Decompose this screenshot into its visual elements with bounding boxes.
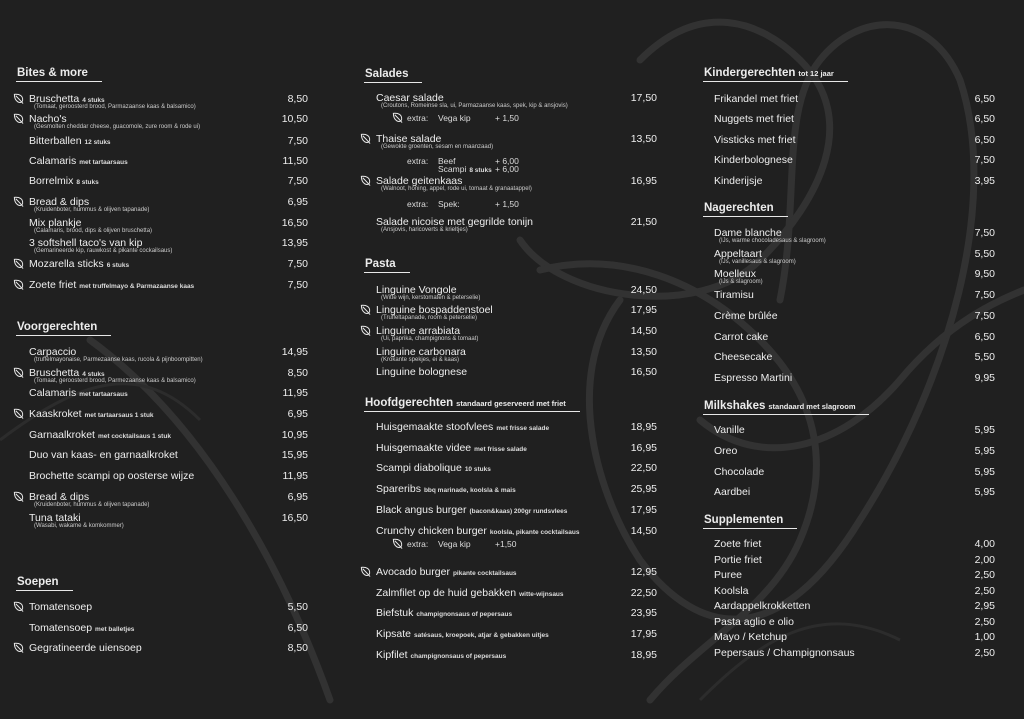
extra-price: + 1,50 [495,113,519,123]
menu-item [29,449,178,461]
menu-item [376,587,564,601]
menu-item-price: 13,50 [630,133,657,145]
menu-item-price: 5,50 [287,601,308,613]
menu-item-name: Salade nicoise met gegrilde tonijn [376,216,534,228]
menu-item-price: 6,95 [287,491,308,503]
menu-item-name: Huisgemaakte stoofvlees [376,421,494,433]
menu-item-name: Kipsate [376,628,412,640]
menu-item-price: 2,00 [974,554,995,566]
menu-item-note: met cocktailsaus 1 stuk [97,433,171,440]
menu-item-price: 8,50 [287,367,308,379]
menu-item-note: 6 stuks [106,262,130,269]
menu-item-price: 9,95 [974,372,995,384]
vegetarian-leaf-icon [360,325,371,336]
menu-item-name: Vissticks met friet [714,134,796,146]
menu-item-description: (IJs & slagroom) [719,279,763,285]
menu-item [714,424,745,436]
menu-item [29,622,134,636]
menu-item-price: 7,50 [287,279,308,291]
menu-item-name: Scampi diabolique [376,462,462,474]
menu-item-note: 8 stuks [76,179,99,186]
menu-item-price: 18,95 [630,421,657,433]
menu-item-price: 11,50 [282,155,308,167]
menu-item [29,279,194,293]
extra-label: extra: [407,199,429,209]
menu-item-name: Zalmfilet op de huid gebakken [376,587,517,599]
menu-item-name: Dame blanche [714,227,782,239]
menu-item [714,93,798,105]
section-header-soepen [16,576,73,591]
menu-item-note: 12 stuks [84,139,111,146]
menu-item-price: 2,50 [974,647,995,659]
menu-item-name: Tomatensoep [29,622,93,634]
menu-item-price: 2,50 [974,585,995,597]
menu-item-note: (bacon&kaas) 200gr rundsvlees [469,508,568,515]
menu-item-name: 3 softshell taco's van kip [29,237,143,249]
menu-item-description: (Truffeltapanade, room & peterselie) [381,315,478,321]
vegetarian-leaf-icon [13,367,24,378]
menu-item [376,421,549,435]
menu-item-price: 17,95 [630,628,657,640]
menu-item [714,569,742,581]
menu-item-description: (Walnoot, honing, appel, rode ui, tomaat & granaatappel) [381,186,532,192]
menu-item-description: (Krokante spekjes, ei & kaas) [381,357,460,363]
menu-item-price: 15,95 [281,449,308,461]
menu-item-name: Koolsla [714,585,749,597]
menu-item [376,483,516,497]
menu-item-note: bbq marinade, koolsla & mais [423,487,516,494]
menu-item-name: Black angus burger [376,504,467,516]
section-header-salades [364,68,422,83]
menu-item-price: 7,50 [287,258,308,270]
menu-item [29,155,128,169]
menu-item-price: 12,95 [630,566,657,578]
menu-item-price: 6,50 [974,113,995,125]
extra-price: + 1,50 [495,199,519,209]
menu-item-name: Puree [714,569,743,581]
vegetarian-leaf-icon [360,133,371,144]
section-header-nagerechten [703,202,788,217]
menu-item [29,470,194,482]
section-title: Voorgerechten [17,321,98,333]
menu-item-name: Portie friet [714,554,762,566]
menu-item-price: 6,50 [974,134,995,146]
menu-item-name: Bruschetta [29,367,80,379]
section-title: Salades [365,68,409,80]
menu-item-name: Caesar salade [376,92,444,104]
section-title: Supplementen [704,514,784,526]
menu-item-price: 8,50 [287,93,308,105]
vegetarian-leaf-icon [392,538,403,549]
menu-item-description: (Croutons, Romeinse sla, ui, Parmazaanse kaas, spek, kip & ansjovis) [381,103,568,109]
menu-item-name: Nuggets met friet [714,113,794,125]
menu-item-name: Mayo / Ketchup [714,631,787,643]
menu-item-name: Thaise salade [376,133,442,145]
vegetarian-leaf-icon [13,113,24,124]
menu-item-name: Pepersaus / Champignonsaus [714,647,855,659]
menu-item-price: 17,50 [630,92,657,104]
menu-item-name: Calamaris [29,387,77,399]
menu-item-name: Espresso Martini [714,372,793,384]
menu-item-name: Linguine Vongole [376,284,457,296]
menu-item-note: met balletjes [95,626,135,633]
menu-item-price: 25,95 [630,483,657,495]
vegetarian-leaf-icon [13,279,24,290]
menu-item [714,600,810,612]
menu-item-price: 14,95 [281,346,308,358]
extra-option: Beef [438,156,456,166]
extra-price: + 6,00 [495,156,519,166]
menu-item [714,175,762,187]
menu-item [714,331,768,343]
menu-item-name: Garnaalkroket [29,429,95,441]
menu-item-name: Mozarella sticks [29,258,104,270]
menu-item-price: 6,95 [287,408,308,420]
vegetarian-leaf-icon [13,491,24,502]
menu-item-price: 4,00 [974,538,995,550]
menu-item [714,631,787,643]
menu-item-price: 22,50 [630,587,657,599]
menu-item-price: 7,50 [974,310,995,322]
menu-item-name: Gegratineerde uiensoep [29,642,142,654]
menu-item-name: Appeltaart [714,248,762,260]
menu-item-name: Carrot cake [714,331,769,343]
menu-item-description: (Kruidenboter, hummus & olijven tapanade) [34,207,150,213]
menu-item-name: Vanille [714,424,745,436]
menu-item-name: Mix plankje [29,217,82,229]
menu-item-name: Frikandel met friet [714,93,799,105]
menu-item-name: Kipfilet [376,649,408,661]
menu-item-description: (truffelmayonaise, Parmezaanse kaas, rucola & pijnboompitten) [34,357,203,363]
menu-item [714,310,778,322]
menu-item [376,649,506,663]
menu-item-price: 1,00 [974,631,995,643]
menu-item-price: 16,95 [630,442,657,454]
menu-item-name: Kaaskroket [29,408,82,420]
menu-item-name: Crunchy chicken burger [376,525,487,537]
menu-item [29,175,99,189]
menu-item-price: 5,95 [974,486,995,498]
menu-item-name: Bitterballen [29,135,82,147]
menu-item-price: 2,95 [974,600,995,612]
menu-item-price: 16,50 [630,366,657,378]
menu-item [714,647,855,659]
extra-option: Spek: [438,199,460,209]
extra-label: extra: [407,156,429,166]
menu-item-price: 14,50 [630,525,657,537]
menu-item-name: Nacho's [29,113,67,125]
menu-item [29,601,92,613]
extra-label: extra: [407,539,429,549]
menu-item-price: 5,50 [974,351,995,363]
menu-item-name: Duo van kaas- en garnaalkroket [29,449,178,461]
menu-item-price: 23,95 [630,607,657,619]
menu-item [714,351,772,363]
menu-item [714,585,748,597]
menu-item-note: 4 stuks [82,97,105,104]
menu-item-price: 5,95 [974,424,995,436]
section-header-milkshakes [703,400,869,415]
menu-item-description: (Witte wijn, kerstomaten & peterselie) [381,295,481,301]
menu-item-description: (Ansjovis, haricoverts & krieltjes) [381,227,468,233]
section-header-supplementen [703,514,797,529]
section-header-pasta [364,258,410,273]
menu-item [376,628,549,642]
menu-item-name: Zoete friet [714,538,762,550]
menu-item [714,113,794,125]
menu-item-name: Linguine bospaddenstoel [376,304,493,316]
section-subtitle: tot 12 jaar [798,69,834,78]
section-subtitle: standaard geserveerd met friet [456,399,566,408]
menu-item-description: (Wasabi, wakame & komkommer) [34,523,124,529]
menu-item-price: 16,95 [630,175,657,187]
menu-item-name: Bread & dips [29,491,90,503]
menu-item-name: Salade geitenkaas [376,175,463,187]
menu-item-note: witte-wijnsaus [519,591,564,598]
menu-item-note: met tartaarsaus 1 stuk [84,412,154,419]
menu-item-name: Moelleux [714,268,757,280]
menu-item-price: 24,50 [630,284,657,296]
menu-item-description: (Kruidenboter, hummus & olijven tapanade) [34,502,150,508]
menu-item-price: 11,95 [282,387,308,399]
menu-item [714,616,794,628]
menu-item [376,525,580,539]
menu-item-name: Kinderbolognese [714,154,793,166]
menu-item-name: Bread & dips [29,196,90,208]
extra-option: Vega kip [438,113,471,123]
section-header-kindergerechten [703,67,848,82]
menu-item-price: 6,50 [974,93,995,105]
menu-item [29,408,154,422]
menu-item-name: Tuna tataki [29,512,81,524]
menu-item-name: Biefstuk [376,607,414,619]
menu-item-description: (IJs, warme chocoladesaus & slagroom) [719,238,826,244]
section-title: Hoofdgerechten [365,397,454,409]
menu-item-price: 18,95 [630,649,657,661]
menu-item-name: Carpaccio [29,346,77,358]
menu-item-price: 2,50 [974,569,995,581]
section-title: Pasta [365,258,396,270]
extra-option: Vega kip [438,539,471,549]
vegetarian-leaf-icon [13,601,24,612]
menu-item [376,442,527,456]
menu-item-price: 6,50 [287,622,308,634]
menu-item-description: (Gesmolten cheddar cheese, guacomole, zure room & rode ui) [34,124,201,130]
vegetarian-leaf-icon [360,175,371,186]
menu-item-name: Pasta aglio e olio [714,616,794,628]
menu-item-name: Aardbei [714,486,751,498]
section-header-bites-more [16,67,102,82]
menu-item-description: (Gemarineerde kip, rauwkost & pikante cockailsaus) [34,248,173,254]
menu-item-price: 16,50 [281,217,308,229]
extra-label: extra: [407,113,429,123]
menu-item [714,134,796,146]
menu-item-note: met tartaarsaus [79,391,128,398]
menu-item-price: 5,95 [974,466,995,478]
menu-item-price: 13,50 [630,346,657,358]
menu-item-price: 3,95 [974,175,995,187]
section-subtitle: standaard met slagroom [768,402,856,411]
menu-item-note: met truffelmayo & Parmazaanse kaas [79,283,195,290]
section-title: Bites & more [17,67,88,79]
menu-item [714,372,792,384]
menu-item-name: Spareribs [376,483,421,495]
menu-item [714,486,750,498]
vegetarian-leaf-icon [13,642,24,653]
menu-item-price: 7,50 [287,175,308,187]
section-title: Milkshakes [704,400,766,412]
vegetarian-leaf-icon [360,304,371,315]
menu-item-price: 7,50 [974,289,995,301]
menu-item-name: Cheesecake [714,351,773,363]
menu-item [376,504,567,518]
menu-item-price: 14,50 [630,325,657,337]
menu-item-price: 6,50 [974,331,995,343]
extra-option: Scampi 8 stuks [438,164,492,174]
menu-item-note: pikante cocktailsaus [452,570,517,577]
menu-item-name: Oreo [714,445,738,457]
menu-item-price: 17,95 [630,304,657,316]
menu-item-name: Tiramisu [714,289,754,301]
menu-item [714,445,737,457]
menu-item [29,135,111,149]
menu-item-price: 7,50 [287,135,308,147]
menu-item-price: 9,50 [974,268,995,280]
vegetarian-leaf-icon [13,408,24,419]
menu-item-description: (Tomaat, geroosterd brood, Parmezaanse kaas & balsamico) [34,378,196,384]
vegetarian-leaf-icon [13,196,24,207]
menu-item-price: 13,95 [281,237,308,249]
menu-item-price: 10,50 [281,113,308,125]
menu-item-note: champignonsaus of pepersaus [416,611,513,618]
menu-item-name: Borrelmix [29,175,74,187]
menu-item-name: Zoete friet [29,279,77,291]
menu-item [714,289,754,301]
menu-item-note: 10 stuks [464,466,491,473]
menu-item [714,554,762,566]
menu-item-name: Linguine arrabiata [376,325,461,337]
vegetarian-leaf-icon [392,112,403,123]
menu-item [29,642,142,654]
menu-item-note: met tartaarsaus [79,159,128,166]
menu-item [714,466,764,478]
menu-item-name: Kinderijsje [714,175,763,187]
menu-item-price: 5,95 [974,445,995,457]
menu-item-note: satésaus, kroepoek, atjar & gebakken uitjes [414,632,549,639]
vegetarian-leaf-icon [13,258,24,269]
menu-item-price: 7,50 [974,227,995,239]
extra-price: + 6,00 [495,164,519,174]
menu-item-name: Brochette scampi op oosterse wijze [29,470,195,482]
section-header-hoofdgerechten [364,397,580,412]
section-title: Kindergerechten [704,67,796,79]
extra-price: +1,50 [495,539,517,549]
menu-item [376,462,491,476]
menu-item [29,429,171,443]
menu-item-price: 10,95 [281,429,308,441]
menu-item [376,366,467,378]
menu-item-price: 2,50 [974,616,995,628]
menu-item-name: Linguine carbonara [376,346,466,358]
menu-item-name: Tomatensoep [29,601,93,613]
menu-item-description: (IJs, vanillesaus & slagroom) [719,259,796,265]
section-title: Nagerechten [704,202,774,214]
menu-item-name: Huisgemaakte videe [376,442,472,454]
menu-item-price: 7,50 [974,154,995,166]
menu-item-description: (Ui, paprika, champignons & tomaat) [381,336,479,342]
menu-item-price: 8,50 [287,642,308,654]
menu-item-note: koolsla, pikante cocktailsaus [489,529,580,536]
menu-item [29,387,128,401]
menu-item [714,154,793,166]
menu-item [376,607,512,621]
section-title: Soepen [17,576,59,588]
menu-item-description: (Calamaris, brood, dips & olijven bruschetta) [34,228,153,234]
menu-item-price: 16,50 [281,512,308,524]
menu-item-price: 22,50 [630,462,657,474]
menu-item-name: Chocolade [714,466,765,478]
section-header-voorgerechten [16,321,111,336]
menu-item-name: Bruschetta [29,93,80,105]
menu-item-price: 6,95 [287,196,308,208]
menu-item-note: met frisse salade [474,446,527,453]
menu-item-name: Crème brûlée [714,310,778,322]
extra-note: 8 stuks [469,167,492,174]
menu-item-note: 4 stuks [82,371,105,378]
menu-item-price: 21,50 [630,216,657,228]
vegetarian-leaf-icon [360,566,371,577]
menu-item-price: 17,95 [630,504,657,516]
menu-item-note: met frisse salade [496,425,550,432]
menu-item-note: champignonsaus of pepersaus [410,653,507,660]
menu-item [376,566,517,580]
menu-item-name: Calamaris [29,155,77,167]
menu-item-price: 11,95 [282,470,308,482]
menu-item [29,258,129,272]
menu-item-name: Aardappelkrokketten [714,600,811,612]
menu-item-price: 5,50 [974,248,995,260]
menu-item-name: Avocado burger [376,566,450,578]
menu-item-description: (Gewokte groenten, sesam en maanzaad) [381,144,494,150]
menu-item-description: (Tomaat, geroosterd brood, Parmazaanse kaas & balsamico) [34,104,196,110]
vegetarian-leaf-icon [13,93,24,104]
menu-item-name: Linguine bolognese [376,366,468,378]
menu-item [714,538,761,550]
